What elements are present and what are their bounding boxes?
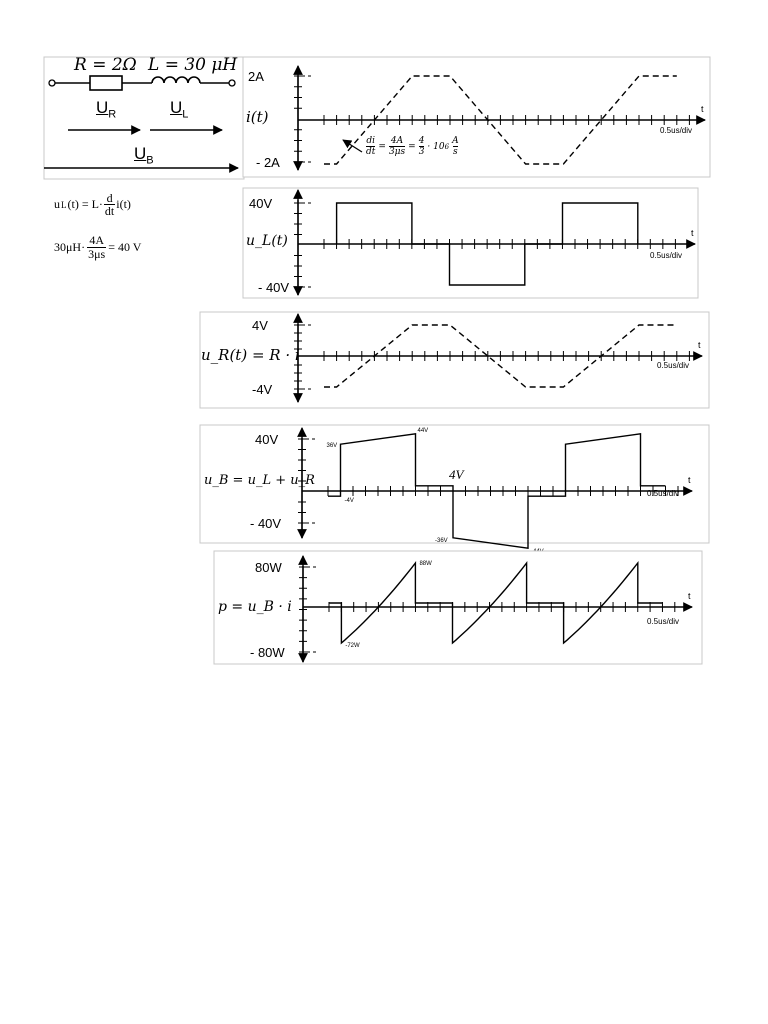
formula-voltage-result: 30μH· $\frac{4A}{3\mu s}$ = 40 V	[54, 233, 142, 261]
chart4-ylabel: u_B = u_L + u_R	[204, 473, 315, 488]
x-axis-label: t	[691, 228, 694, 238]
chart1-ylabel: i(t)	[246, 108, 269, 126]
x-scale-label: 0.5us/div	[647, 489, 680, 498]
y-tick-label-top: 80W	[255, 560, 282, 575]
y-tick-label-bottom: -4V	[252, 382, 273, 397]
label-88w: 88W	[419, 561, 432, 567]
x-axis-label: t	[701, 104, 704, 114]
chart5-ylabel: p = u_B · i	[218, 599, 292, 615]
y-tick-label-top: 4V	[252, 318, 268, 333]
y-tick-label-top: 40V	[249, 196, 273, 211]
chart2-ylabel: u_L(t)	[246, 233, 288, 249]
inductor-label: L = 30 μH	[148, 55, 238, 75]
label-minus-36v: -36V	[435, 537, 448, 544]
y-tick-label-top: 40V	[255, 432, 279, 447]
slope-annotation: $\frac{di}{dt}$ = $\frac{4A}{3\mu s}$ = $\frac{4}{3}$ · 10 6 A s	[366, 136, 459, 157]
y-tick-label-bottom: - 40V	[258, 280, 290, 295]
x-scale-label: 0.5us/div	[650, 251, 683, 260]
label-minus-72w: -72W	[345, 643, 360, 649]
y-tick-label-bottom: - 2A	[256, 155, 280, 170]
ur-label: $U_R$	[96, 98, 117, 121]
ul-label: $U_L$	[170, 98, 189, 121]
resistor-label: R = 2Ω	[74, 55, 137, 75]
ub-label: $U_B$	[134, 144, 154, 167]
label-4v: 4V	[449, 466, 464, 482]
label-44v: 44V	[417, 427, 429, 434]
chart3-ylabel: u_R(t) = R · i	[201, 346, 300, 364]
y-tick-label-bottom: - 80W	[250, 645, 285, 660]
label-minus-4v: -4V	[344, 498, 354, 505]
x-axis-label: t	[698, 340, 701, 350]
x-scale-label: 0.5us/div	[660, 126, 693, 135]
y-tick-label-bottom: - 40V	[250, 516, 282, 531]
x-scale-label: 0.5us/div	[647, 617, 680, 626]
x-axis-label: t	[688, 591, 691, 601]
formula-inductor-voltage: u L (t) = L· d dt i(t)	[54, 191, 131, 218]
x-scale-label: 0.5us/div	[657, 361, 690, 370]
x-axis-label: t	[688, 475, 691, 485]
y-tick-label-top: 2A	[248, 69, 264, 84]
label-36v: 36V	[326, 443, 338, 450]
